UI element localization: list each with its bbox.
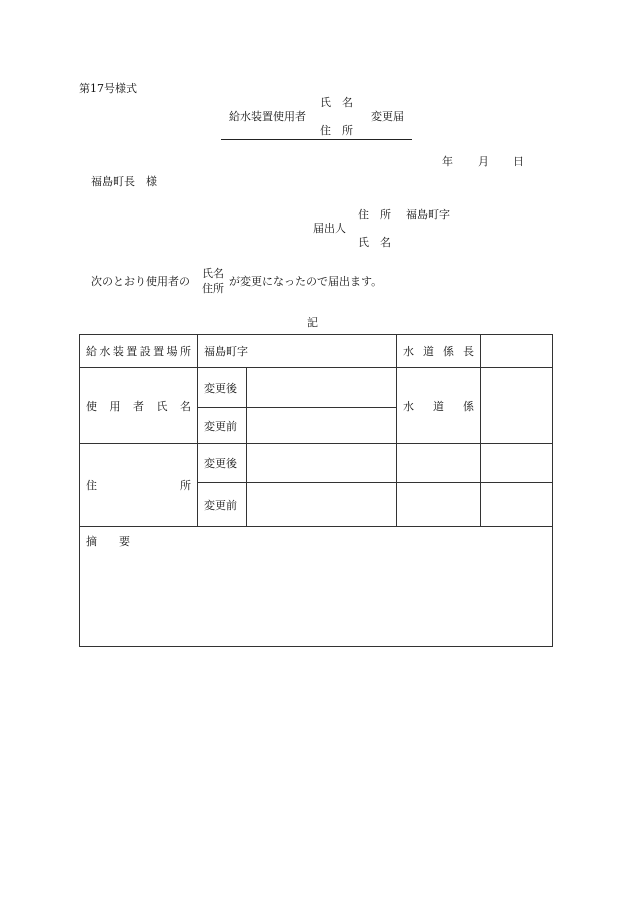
title-right: 変更届	[371, 110, 404, 123]
name-before-label: 変更前	[198, 408, 247, 444]
title-underline	[221, 139, 412, 140]
statement-option-name: 氏名	[202, 267, 224, 280]
title-address-option: 住 所	[320, 124, 353, 137]
user-name-label: 使 用 者 氏 名	[80, 368, 198, 444]
applicant-name-label: 氏 名	[358, 236, 391, 249]
name-before-field[interactable]	[247, 408, 397, 444]
applicant-address-label: 住 所	[358, 208, 391, 221]
title-name-option: 氏 名	[320, 96, 353, 109]
address-after-field[interactable]	[247, 444, 397, 483]
location-label: 給 水 装 置 設 置 場 所	[80, 335, 198, 368]
summary-label: 摘 要	[86, 535, 130, 548]
date-day: 日	[513, 155, 524, 168]
date-year: 年	[442, 155, 453, 168]
addressee: 福島町長 様	[91, 175, 157, 188]
applicant-address-value: 福島町字	[406, 208, 450, 221]
address-label: 住 所	[80, 444, 198, 527]
staff-stamp-c[interactable]	[397, 483, 481, 527]
staff-label: 水 道 係	[397, 368, 481, 444]
location-value: 福島町字	[198, 335, 397, 368]
staff-stamp-a[interactable]	[397, 444, 481, 483]
staff-stamp-d[interactable]	[481, 483, 553, 527]
ki-heading: 記	[307, 316, 318, 329]
applicant-label: 届出人	[313, 222, 346, 235]
form-number: 第17号様式	[79, 82, 137, 95]
staff-stamp-b[interactable]	[481, 444, 553, 483]
address-before-label: 変更前	[198, 483, 247, 527]
address-before-field[interactable]	[247, 483, 397, 527]
summary-area[interactable]	[80, 527, 553, 647]
statement-option-address: 住所	[202, 282, 224, 295]
name-after-field[interactable]	[247, 368, 397, 408]
chief-label: 水 道 係 長	[397, 335, 481, 368]
address-after-label: 変更後	[198, 444, 247, 483]
record-table	[79, 334, 553, 647]
name-after-label: 変更後	[198, 368, 247, 408]
statement-after: が変更になったので届出ます。	[229, 275, 383, 288]
title-left: 給水装置使用者	[229, 110, 306, 123]
staff-stamp-box[interactable]	[481, 368, 553, 444]
date-month: 月	[478, 155, 489, 168]
chief-stamp-box[interactable]	[481, 335, 553, 368]
statement-before: 次のとおり使用者の	[91, 275, 190, 288]
